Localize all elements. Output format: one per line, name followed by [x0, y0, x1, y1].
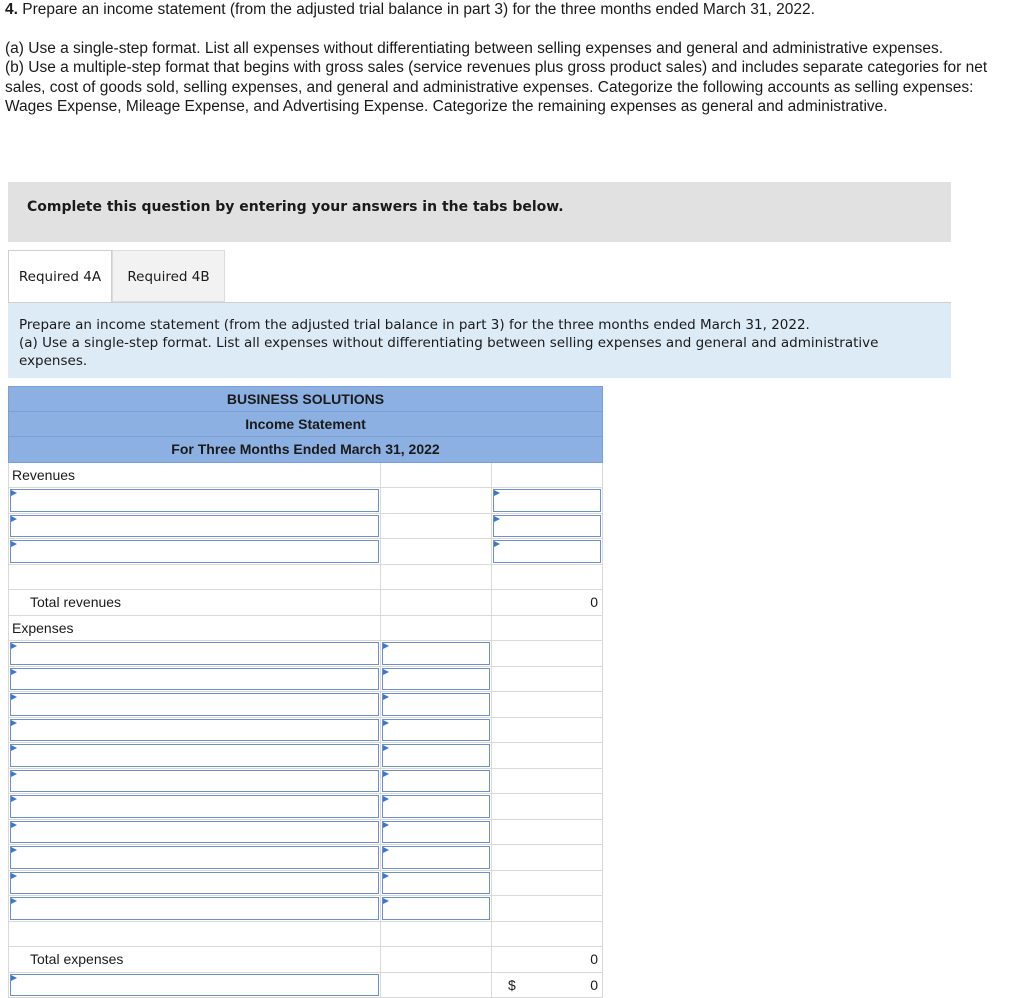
tab-required-4b[interactable]: Required 4B [112, 250, 225, 302]
tab-required-4a[interactable]: Required 4A [8, 250, 112, 302]
instructions-line-1: Prepare an income statement (from the adjusted trial balance in part 3) for the three months ended March 31, 2022. [19, 316, 941, 334]
expense-amount-input[interactable] [382, 872, 490, 895]
expense-amount-input[interactable] [382, 897, 490, 920]
expenses-label: Expenses [8, 616, 381, 642]
revenue-row [8, 488, 603, 514]
expense-amount-input[interactable] [382, 668, 490, 691]
revenue-account-input[interactable] [10, 515, 379, 538]
total-expenses-label: Total expenses [8, 947, 381, 973]
expense-amount-input[interactable] [382, 693, 490, 716]
question-title [5, 0, 1017, 20]
revenue-amount-input[interactable] [493, 515, 601, 538]
total-revenues-row [8, 590, 603, 616]
expense-row [8, 769, 603, 795]
net-income-cell [492, 973, 603, 998]
expense-account-input[interactable] [10, 642, 379, 665]
expense-account-input[interactable] [10, 668, 379, 691]
expense-row [8, 692, 603, 718]
net-income-currency: $ [508, 973, 516, 997]
net-income-label-input[interactable] [10, 974, 379, 997]
expense-account-input[interactable] [10, 872, 379, 895]
revenue-row [8, 539, 603, 565]
revenue-account-input[interactable] [10, 540, 379, 563]
revenue-row [8, 514, 603, 540]
empty-row [8, 922, 603, 948]
expense-row [8, 794, 603, 820]
expense-amount-input[interactable] [382, 821, 490, 844]
expense-account-input[interactable] [10, 719, 379, 742]
expenses-header-row [8, 616, 603, 642]
empty-row [8, 565, 603, 591]
instructions-line-2: (a) Use a single-step format. List all expenses without differentiating between selling expenses and general and administrative expenses. [19, 334, 941, 370]
expense-row [8, 820, 603, 846]
question-part-a: (a) Use a single-step format. List all expenses without differentiating between selling expenses and general and administrative expenses. [5, 39, 1017, 59]
expense-row [8, 667, 603, 693]
company-name: BUSINESS SOLUTIONS [8, 386, 603, 412]
expense-account-input[interactable] [10, 770, 379, 793]
total-revenues-value: 0 [492, 590, 603, 616]
question-text [5, 0, 1017, 117]
question-part-b: (b) Use a multiple-step format that begins with gross sales (service revenues plus gross product sales) and includes separate categories for net sales, cost of goods sold, selling expenses, and general and administrative expenses. Categorize the following accounts as selling expenses: Wages Expense, Mileage Expense, and Advertising Expense. Categorize the remaining expenses as general and administrative. [5, 58, 1017, 117]
expense-row [8, 743, 603, 769]
banner-text: Complete this question by entering your answers in the tabs below. [27, 199, 564, 215]
income-statement [8, 386, 603, 998]
statement-period: For Three Months Ended March 31, 2022 [8, 437, 603, 463]
expense-amount-input[interactable] [382, 846, 490, 869]
question-number: 4. [5, 1, 18, 18]
net-income-row [8, 973, 603, 998]
expense-account-input[interactable] [10, 744, 379, 767]
expense-row [8, 871, 603, 897]
expense-row [8, 896, 603, 922]
expense-account-input[interactable] [10, 821, 379, 844]
expense-amount-input[interactable] [382, 795, 490, 818]
expense-account-input[interactable] [10, 846, 379, 869]
revenues-label: Revenues [8, 463, 381, 489]
revenue-amount-input[interactable] [493, 540, 601, 563]
expense-amount-input[interactable] [382, 744, 490, 767]
expense-account-input[interactable] [10, 897, 379, 920]
revenue-amount-input[interactable] [493, 489, 601, 512]
expense-account-input[interactable] [10, 795, 379, 818]
expense-amount-input[interactable] [382, 770, 490, 793]
total-revenues-label: Total revenues [8, 590, 381, 616]
total-expenses-row [8, 947, 603, 973]
total-expenses-value: 0 [492, 947, 603, 973]
expense-amount-input[interactable] [382, 719, 490, 742]
tab-instructions [8, 303, 951, 378]
expense-row [8, 641, 603, 667]
revenues-header-row [8, 463, 603, 489]
expense-account-input[interactable] [10, 693, 379, 716]
net-income-value: 0 [590, 977, 598, 993]
instructions-banner [8, 182, 951, 242]
statement-title: Income Statement [8, 412, 603, 438]
expense-amount-input[interactable] [382, 642, 490, 665]
question-title-text: Prepare an income statement (from the adjusted trial balance in part 3) for the three months ended March 31, 2022. [22, 1, 815, 18]
expense-row [8, 718, 603, 744]
expense-row [8, 845, 603, 871]
revenue-account-input[interactable] [10, 489, 379, 512]
